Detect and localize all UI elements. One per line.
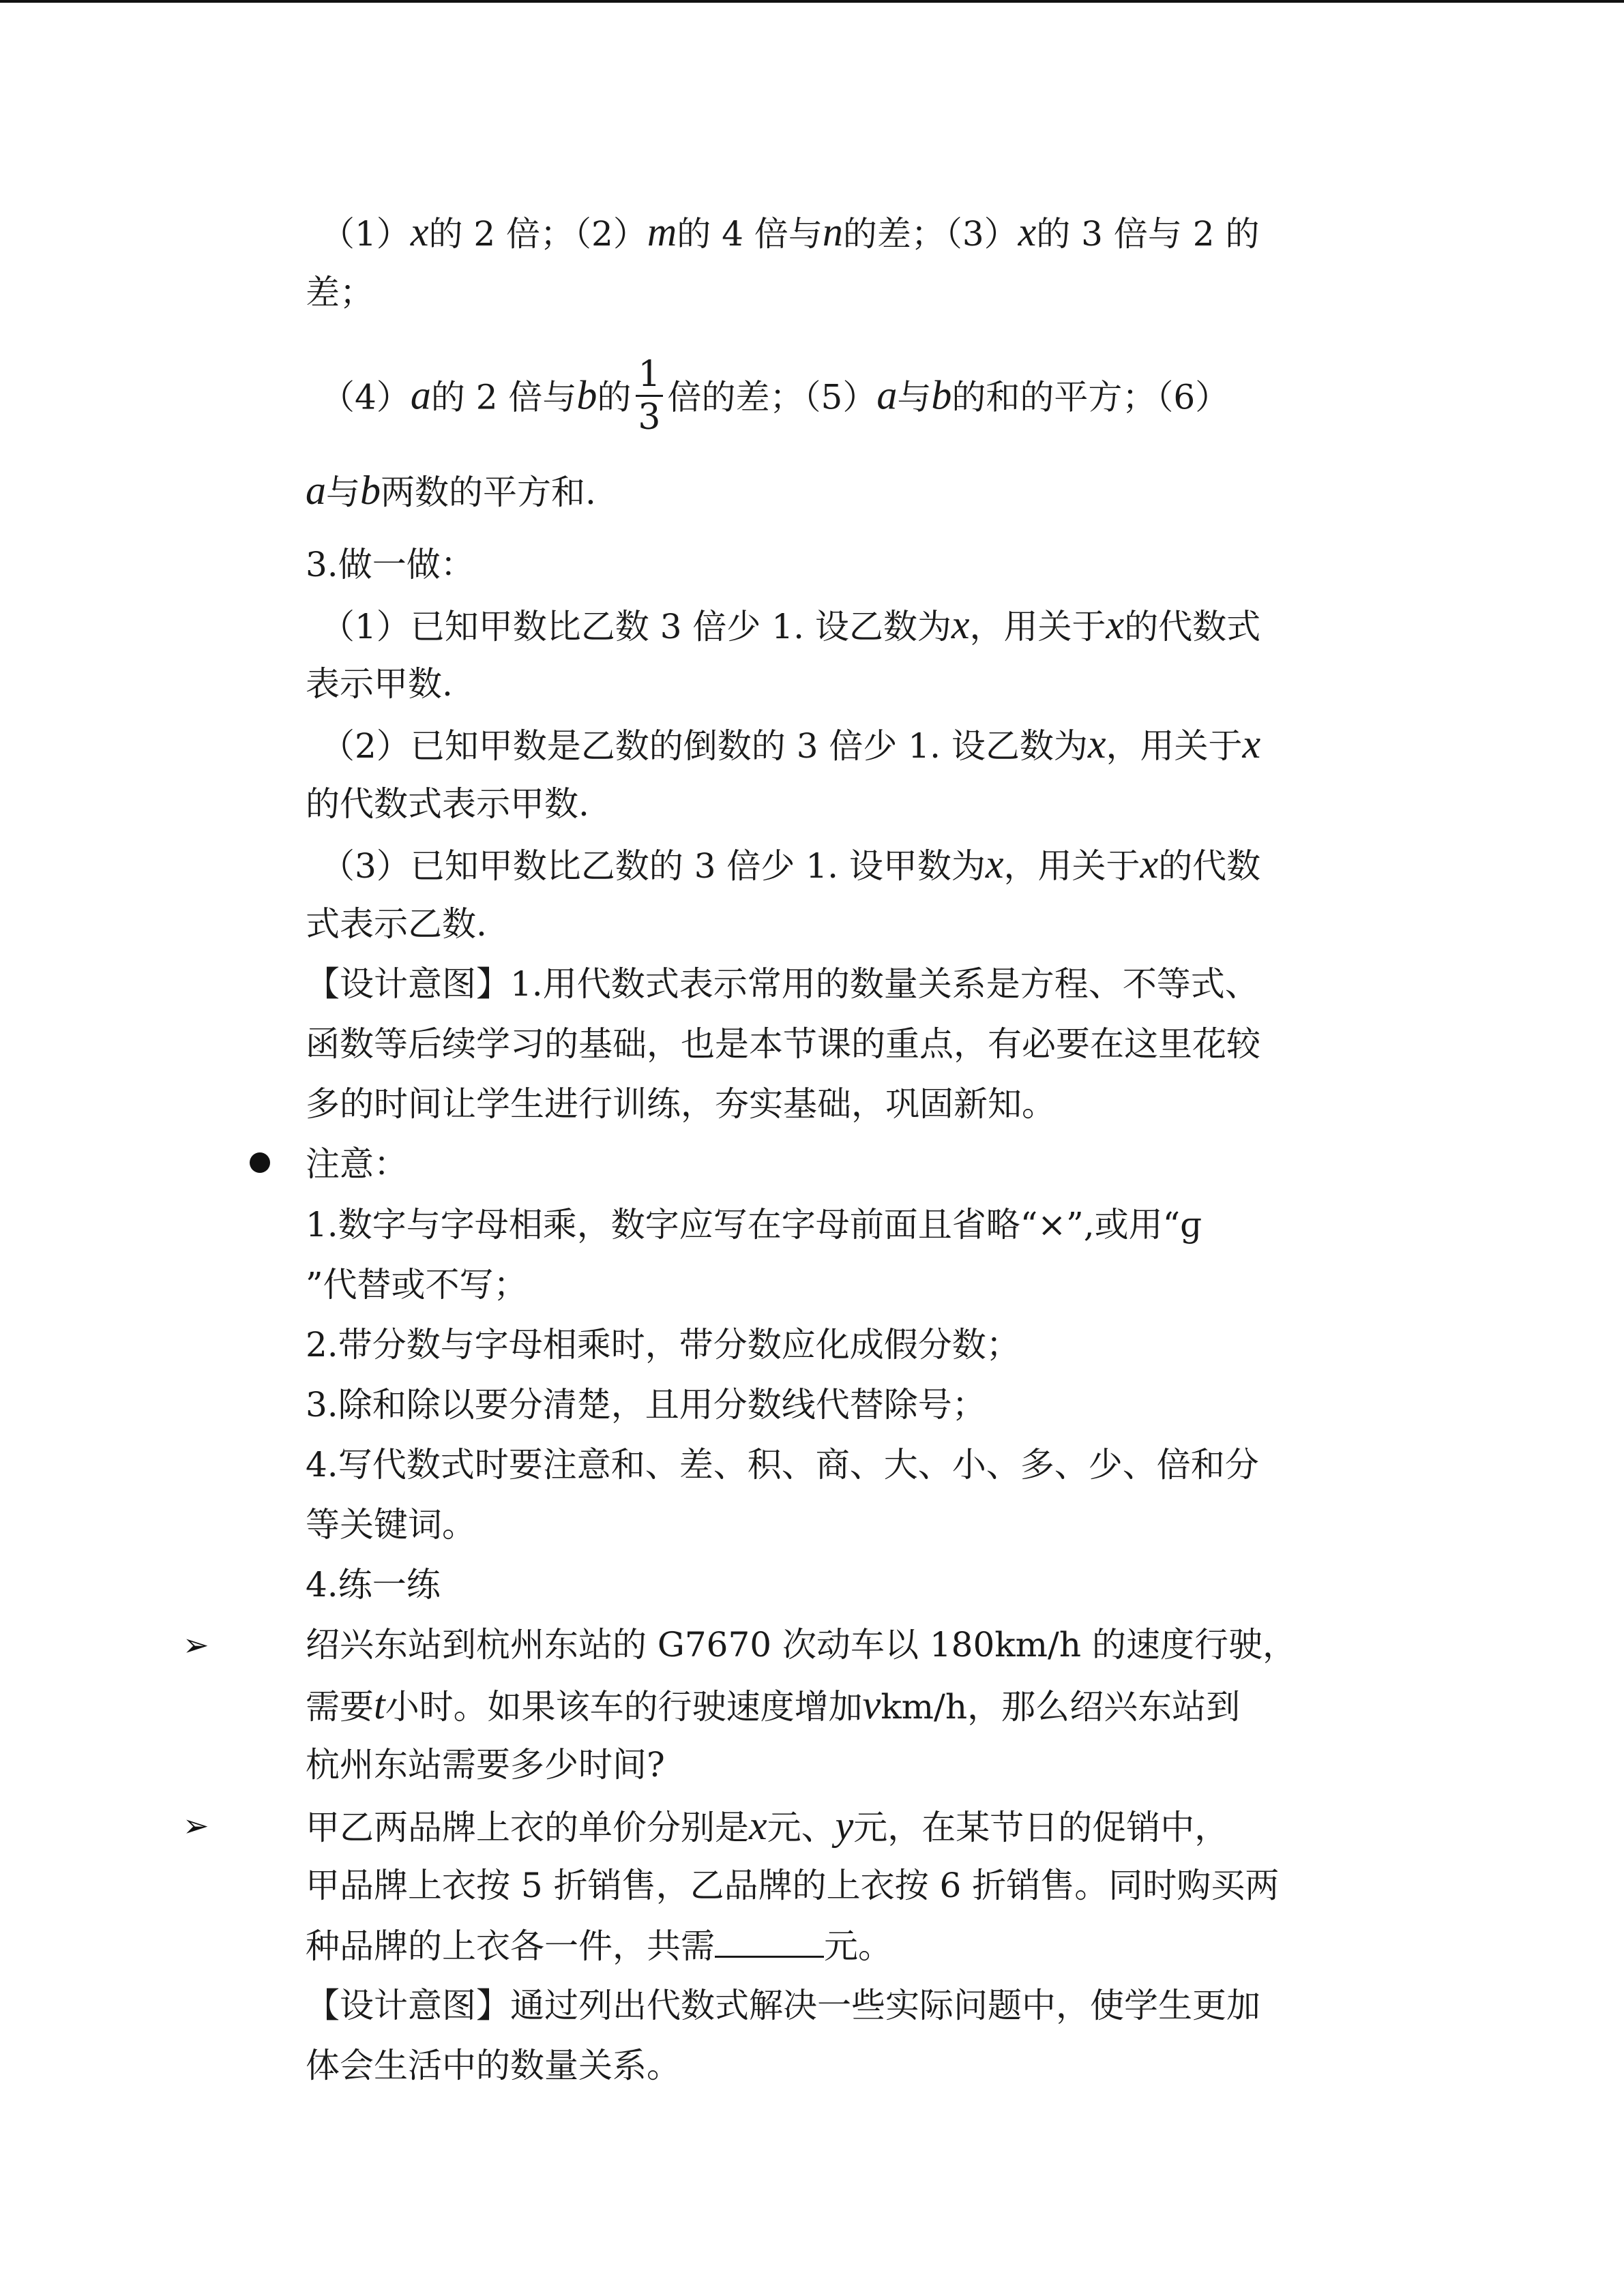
design-intent-2-line-1: 【设计意图】通过列出代数式解决一些实际问题中，使学生更加 <box>306 1986 1260 2025</box>
exercise3-q3-line-2: 式表示乙数. <box>306 904 487 944</box>
exercise4-heading: 4.练一练 <box>306 1565 441 1605</box>
design-intent-1-line-2: 函数等后续学习的基础，也是本节课的重点，有必要在这里花较 <box>306 1024 1260 1064</box>
design-intent-1-line-1: 【设计意图】1.用代数式表示常用的数量关系是方程、不等式、 <box>306 964 1259 1004</box>
note-1-line-2: ”代替或不写； <box>306 1265 528 1304</box>
design-intent-1-line-3: 多的时间让学生进行训练，夯实基础，巩固新知。 <box>306 1084 1056 1124</box>
notes-heading: 注意： <box>306 1144 408 1184</box>
arrow-bullet-icon: ➢ <box>183 1807 209 1844</box>
note-2: 2.带分数与字母相乘时，带分数应化成假分数； <box>306 1325 1020 1365</box>
design-intent-2-line-2: 体会生活中的数量关系。 <box>306 2046 681 2085</box>
problem-2-line-1: 甲乙两品牌上衣的单价分别是x元、y元，在某节日的促销中， <box>306 1803 1229 1848</box>
exercise3-q2-line-1: （2）已知甲数是乙数的倒数的 3 倍少 1. 设乙数为x，用关于x <box>321 721 1261 766</box>
exercise2-line-2: 差； <box>306 273 374 312</box>
note-3: 3.除和除以要分清楚，且用分数线代替除号； <box>306 1385 986 1425</box>
note-4-line-2: 等关键词。 <box>306 1505 476 1545</box>
exercise3-q1-line-2: 表示甲数. <box>306 664 453 704</box>
arrow-bullet-icon: ➢ <box>183 1626 209 1663</box>
exercise2-line-1: （1）x的 2 倍；（2）m的 4 倍与n的差；（3）x的 3 倍与 2 的 <box>321 209 1260 254</box>
problem-1-line-1: 绍兴东站到杭州东站的 G7670 次动车以 180km/h 的速度行驶， <box>306 1625 1297 1665</box>
exercise3-q1-line-1: （1）已知甲数比乙数 3 倍少 1. 设乙数为x，用关于x的代数式 <box>321 602 1261 647</box>
top-border-rule <box>0 0 1624 3</box>
problem-1-line-2: 需要t小时。如果该车的行驶速度增加vkm/h，那么绍兴东站到 <box>306 1682 1241 1727</box>
note-4-line-1: 4.写代数式时要注意和、差、积、商、大、小、多、少、倍和分 <box>306 1445 1259 1485</box>
note-1-line-1: 1.数字与字母相乘，数字应写在字母前面且省略“×”,或用“ɡ <box>306 1205 1202 1244</box>
problem-2-line-2: 甲品牌上衣按 5 折销售，乙品牌的上衣按 6 折销售。同时购买两 <box>306 1866 1280 1905</box>
problem-1-line-3: 杭州东站需要多少时间? <box>306 1745 665 1785</box>
exercise2-line-3: （4）a的 2 倍与b的 $\frac{1}{3}$ 倍的差；（5）a与b的和的平方；（6） <box>321 354 1230 438</box>
exercise2-line-4: a与b两数的平方和. <box>306 468 596 513</box>
problem-2-line-3: 种品牌的上衣各一件，共需 元。 <box>306 1924 892 1967</box>
answer-blank <box>715 1924 824 1958</box>
exercise3-q3-line-1: （3）已知甲数比乙数的 3 倍少 1. 设甲数为x，用关于x的代数 <box>321 841 1261 886</box>
bullet-dot-icon <box>250 1152 270 1173</box>
exercise3-heading: 3.做一做： <box>306 545 475 584</box>
fraction-one-third: $\frac{1}{3}$ <box>634 354 664 438</box>
exercise3-q2-line-2: 的代数式表示甲数. <box>306 784 589 824</box>
